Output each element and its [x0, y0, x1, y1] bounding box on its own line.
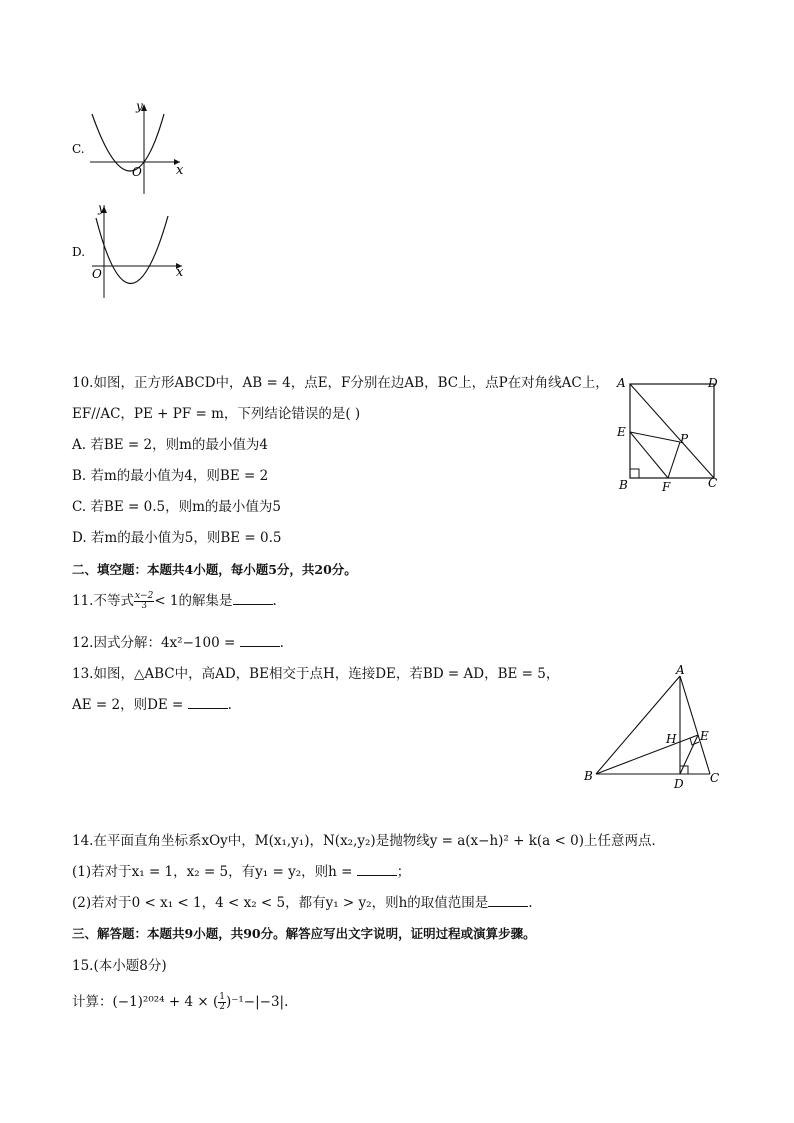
q15-denominator: 2 — [219, 1002, 225, 1012]
graph-d-label: D. — [72, 245, 86, 259]
graph-c-label: C. — [72, 142, 85, 156]
q13-label-c: C — [710, 771, 720, 785]
q11-denominator: 3 — [141, 601, 148, 611]
q10-label-b: B — [619, 478, 628, 492]
graph-c-x: x — [176, 163, 184, 178]
q10-label-f: F — [662, 480, 671, 494]
q12-text: 12.因式分解：4x²−100 = — [72, 635, 240, 651]
q11-prefix: 11.不等式 — [72, 593, 134, 609]
q10-option-c: C. 若BE = 0.5，则m的最小值为5 — [72, 499, 281, 515]
q10-stem-line2: EF//AC，PE + PF = m，下列结论错误的是( ) — [72, 406, 361, 422]
q11-end: . — [272, 593, 277, 609]
q14-stem: 14.在平面直角坐标系xOy中，M(x₁,y₁)，N(x₂,y₂)是抛物线y = a(x−h)² + k(a < 0)上任意两点． — [72, 833, 665, 849]
q10-figure — [608, 372, 728, 496]
q14-part2-end: . — [528, 895, 533, 911]
q13-end: . — [227, 697, 232, 713]
q15-prefix: 计算：(−1)²⁰²⁴ + 4 × ( — [72, 994, 219, 1010]
q13-label-d: D — [674, 777, 684, 791]
q14-part2-answer-blank[interactable] — [488, 894, 528, 907]
section-2-heading: 二、填空题：本题共4小题，每小题5分，共20分。 — [72, 562, 357, 577]
q15-suffix: )⁻¹−|−3|. — [225, 994, 289, 1010]
q14-part2-text: (2)若对于0 < x₁ < 1，4 < x₂ < 5，都有y₁ > y₂，则h的取值范围是 — [72, 895, 489, 911]
q11-answer-blank[interactable] — [233, 592, 273, 605]
q13-line1: 13.如图，△ABC中，高AD，BE相交于点H，连接DE，若BD = AD，BE = 5， — [72, 666, 560, 682]
q14-part2 — [72, 894, 533, 912]
q11-numerator: x−2 — [134, 591, 154, 601]
q10-label-a: A — [617, 376, 626, 390]
q14-part1-text: (1)若对于x₁ = 1，x₂ = 5，有y₁ = y₂，则h = — [72, 864, 357, 880]
q13-label-b: B — [584, 769, 593, 783]
q10-option-d: D. 若m的最小值为5，则BE = 0.5 — [72, 530, 282, 546]
q12-answer-blank[interactable] — [240, 634, 280, 647]
q13-label-a: A — [676, 663, 685, 677]
q14-part1-answer-blank[interactable] — [357, 863, 397, 876]
q13-answer-blank[interactable] — [188, 696, 228, 709]
q10-label-p: P — [680, 432, 689, 446]
q11-fraction — [134, 592, 154, 611]
q10-label-d: D — [708, 376, 718, 390]
graph-d-x: x — [176, 265, 184, 280]
q13-figure — [580, 662, 730, 794]
graph-c-y: y — [136, 99, 143, 113]
q10-option-b: B. 若m的最小值为4，则BE = 2 — [72, 468, 269, 484]
graph-d-y: y — [98, 201, 105, 215]
q10-label-c: C — [708, 476, 718, 490]
q11-suffix: < 1的解集是 — [154, 593, 233, 609]
q10-option-a: A. 若BE = 2，则m的最小值为4 — [72, 437, 268, 453]
q15-title: 15.(本小题8分) — [72, 958, 167, 974]
graph-d-o: O — [92, 267, 102, 281]
q15-numerator: 1 — [219, 992, 225, 1002]
q15-fraction — [218, 993, 226, 1012]
section-3-heading: 三、解答题：本题共9小题，共90分。解答应写出文字说明，证明过程或演算步骤。 — [72, 926, 536, 941]
q12-end: . — [279, 635, 284, 651]
q13-line2 — [72, 696, 232, 714]
q10-stem-line1: 10.如图，正方形ABCD中，AB = 4，点E，F分别在边AB，BC上，点P在对角线AC上， — [72, 375, 609, 391]
q13-label-e: E — [700, 729, 709, 743]
q13-text: AE = 2，则DE = — [72, 697, 188, 713]
q14-part1-end: ； — [396, 864, 411, 880]
q14-part1 — [72, 863, 410, 881]
graph-c — [70, 98, 200, 198]
graph-d — [70, 200, 200, 300]
q12 — [72, 634, 284, 652]
q13-label-h: H — [666, 732, 677, 746]
graph-c-o: O — [132, 165, 142, 179]
q11 — [72, 592, 277, 611]
q15-expression — [72, 993, 288, 1012]
q10-label-e: E — [617, 425, 626, 439]
